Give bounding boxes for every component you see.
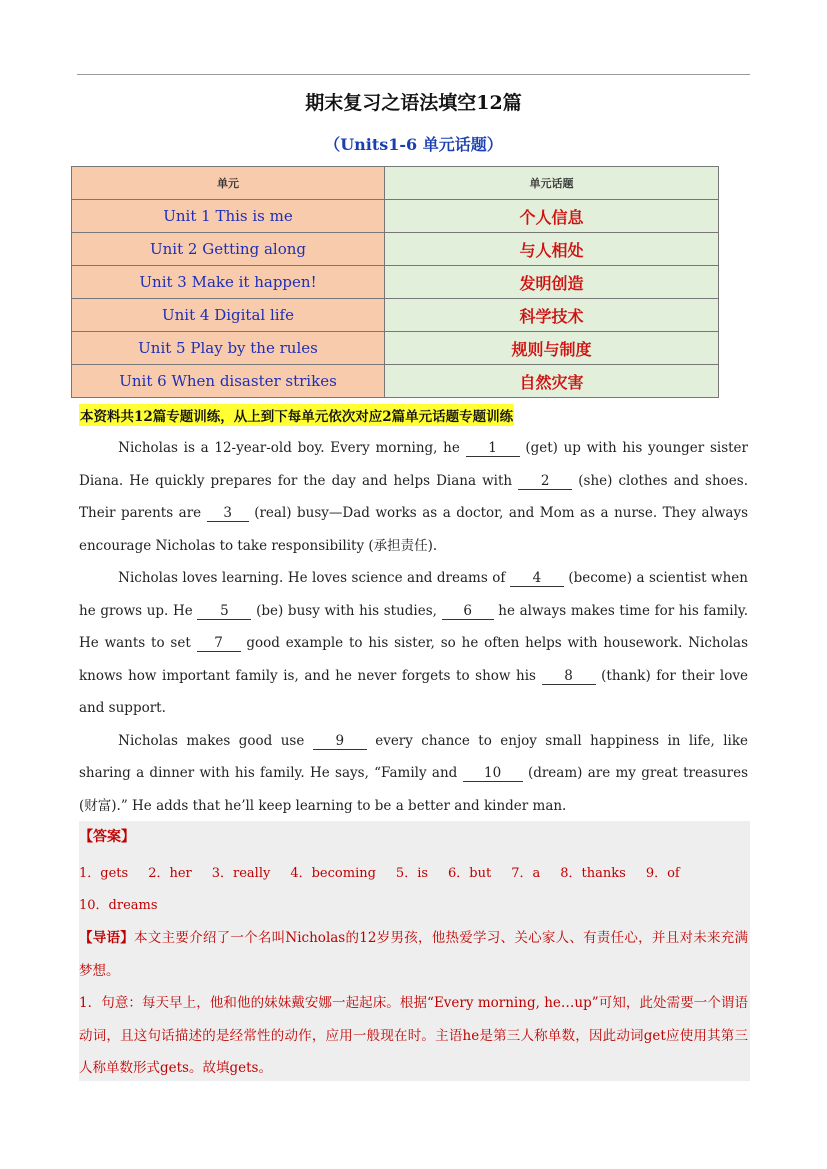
- answer-item: 9．of: [645, 866, 680, 881]
- topic-cell: 个人信息: [385, 200, 719, 233]
- unit-cell: Unit 4 Digital life: [72, 299, 385, 332]
- table-row: [72, 233, 719, 266]
- unit-cell: Unit 6 When disaster strikes: [72, 365, 385, 398]
- unit-cell: Unit 5 Play by the rules: [72, 332, 385, 365]
- passage-text: (be) busy with his studies,: [256, 602, 437, 619]
- blank-6[interactable]: 6: [442, 604, 494, 620]
- topic-cell: 与人相处: [385, 233, 719, 266]
- table-row: [72, 332, 719, 365]
- blank-7[interactable]: 7: [197, 636, 241, 652]
- topic-cell: 科学技术: [385, 299, 719, 332]
- cloze-passage: [79, 432, 748, 822]
- passage-text: (dream) are my great treasures (财富).” He adds that he’ll keep learning to be a better and kinder man.: [79, 765, 748, 814]
- unit-cell: Unit 2 Getting along: [72, 233, 385, 266]
- table-row: [72, 299, 719, 332]
- page-title: 期末复习之语法填空12篇: [305, 92, 522, 114]
- blank-4[interactable]: 4: [510, 571, 564, 587]
- passage-text: Nicholas is a 12-year-old boy. Every morning, he: [118, 440, 460, 456]
- table-header-row: [72, 167, 719, 200]
- guide-section: [79, 922, 748, 1085]
- passage-text: Nicholas loves learning. He loves science and dreams of: [118, 570, 506, 586]
- passage-text: (get) up with his younger sister Diana. He quickly prepares for the day and helps Diana with: [79, 440, 748, 489]
- unit-cell: Unit 3 Make it happen!: [72, 266, 385, 299]
- answer-item: 5．is: [395, 866, 429, 881]
- answer-item: 6．but: [448, 866, 492, 881]
- passage-text: (thank) for their love and support.: [79, 667, 748, 716]
- passage-text: good example to his sister, so he often helps with housework. Nicholas knows how important family is, and he never forgets to show his: [79, 635, 749, 684]
- unit-cell: Unit 1 This is me: [72, 200, 385, 233]
- passage-paragraph-3: [79, 725, 748, 823]
- answer-item: 2．her: [148, 866, 192, 881]
- answer-item: 8．thanks: [560, 866, 626, 881]
- blank-5[interactable]: 5: [197, 604, 251, 620]
- answer-item: 10．dreams: [79, 898, 158, 913]
- passage-paragraph-1: [79, 432, 748, 562]
- explanation-1: 1．句意：每天早上，他和他的妹妹戴安娜一起起床。根据“Every morning, he…up”可知，此处需要一个谓语动词，且这句话描述的是经常性的动作，应用一般现在时。主语he是第三人称单数，因此动词get应使用其第三人称单数形式gets。故填gets。: [79, 995, 748, 1076]
- passage-text: (real) busy—Dad works as a doctor, and Mom as a nurse. They always encourage Nicholas to take responsibility (承担责任).: [79, 505, 748, 554]
- guide-intro: [79, 922, 748, 987]
- blank-8[interactable]: 8: [542, 669, 596, 685]
- blank-9[interactable]: 9: [313, 734, 367, 750]
- header-rule: [77, 74, 750, 75]
- blank-10[interactable]: 10: [463, 766, 523, 782]
- answer-item: 3．really: [211, 866, 271, 881]
- answer-item: 4．becoming: [290, 866, 376, 881]
- page-subtitle: （Units1-6 单元话题）: [324, 135, 503, 154]
- topic-cell: 发明创造: [385, 266, 719, 299]
- passage-paragraph-2: [79, 562, 748, 725]
- table-row: [72, 266, 719, 299]
- blank-3[interactable]: 3: [207, 506, 249, 522]
- unit-topic-table: [71, 166, 719, 398]
- guide-text: 本文主要介绍了一个名叫Nicholas的12岁男孩，他热爱学习、关心家人、有责任心，并且对未来充满梦想。: [79, 930, 748, 979]
- table-row: [72, 365, 719, 398]
- passage-text: (become) a scientist when he grows up. He: [79, 570, 748, 619]
- topic-cell: 自然灾害: [385, 365, 719, 398]
- answer-label: 【答案】: [79, 829, 135, 845]
- passage-text: every chance to enjoy small happiness in life, like sharing a dinner with his family. He says, “Family and: [79, 732, 749, 781]
- blank-1[interactable]: 1: [466, 441, 520, 457]
- table-row: [72, 200, 719, 233]
- table-header-unit: 单元: [72, 167, 385, 200]
- topic-cell: 规则与制度: [385, 332, 719, 365]
- highlight-note: 本资料共12篇专题训练，从上到下每单元依次对应2篇单元话题专题训练: [79, 404, 514, 426]
- passage-text: (she) clothes and shoes. Their parents are: [79, 472, 748, 521]
- table-header-topic: 单元话题: [385, 167, 719, 200]
- passage-text: Nicholas makes good use: [118, 732, 305, 749]
- answer-item: 1．gets: [79, 866, 129, 881]
- guide-label: 【导语】: [79, 930, 135, 946]
- blank-2[interactable]: 2: [518, 474, 572, 490]
- passage-text: he always makes time for his family. He wants to set: [79, 602, 749, 651]
- answer-list: [79, 858, 750, 922]
- answer-item: 7．a: [511, 866, 541, 881]
